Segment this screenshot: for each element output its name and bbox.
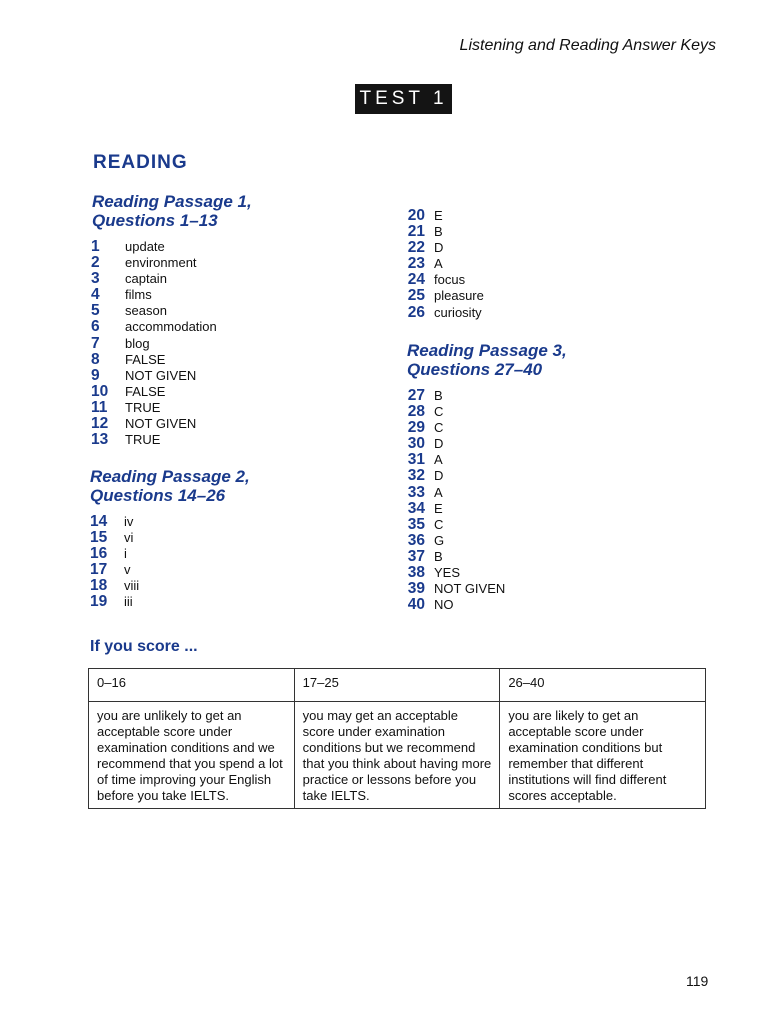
- answer-text: blog: [125, 335, 150, 351]
- score-table-header-row: [89, 669, 706, 702]
- answer-text: D: [434, 436, 444, 452]
- question-number: 10: [91, 382, 109, 400]
- answer-row: [391, 564, 505, 580]
- answer-row: [91, 318, 217, 334]
- question-number: 12: [91, 415, 109, 433]
- answer-row: [91, 254, 217, 270]
- score-range-cell: 17–25: [294, 669, 500, 702]
- answer-text: C: [434, 420, 444, 436]
- passage2-heading: [90, 467, 250, 505]
- answer-text: environment: [125, 255, 197, 271]
- question-number: 31: [407, 451, 425, 469]
- answer-text: TRUE: [125, 432, 161, 448]
- question-number: 1: [91, 238, 100, 255]
- answer-row: [91, 415, 217, 431]
- question-number: 21: [407, 223, 425, 241]
- answer-text: B: [434, 548, 443, 564]
- answer-row: [391, 419, 505, 435]
- answer-text: iii: [124, 594, 133, 610]
- question-number: 13: [91, 431, 109, 449]
- question-number: 3: [91, 270, 100, 288]
- answer-text: update: [125, 239, 165, 254]
- question-number: 36: [407, 531, 425, 549]
- question-number: 22: [407, 239, 425, 257]
- answer-row: [391, 580, 505, 596]
- answer-text: FALSE: [125, 351, 166, 367]
- answer-text: YES: [434, 565, 461, 581]
- page-number: 119: [686, 973, 709, 989]
- answer-row: [91, 302, 217, 318]
- passage3-heading-line1: Reading Passage 3,: [407, 341, 567, 360]
- question-number: 6: [91, 318, 100, 336]
- answer-row: [391, 484, 505, 500]
- passage2-answer-list-left: [90, 513, 139, 610]
- passage1-answer-list: [91, 238, 217, 447]
- answer-row: [391, 287, 484, 303]
- answer-text: v: [124, 562, 131, 578]
- answer-text: pleasure: [434, 288, 484, 304]
- question-number: 35: [407, 515, 425, 533]
- answer-row: [91, 238, 217, 254]
- passage3-answer-list: [391, 387, 505, 612]
- question-number: 5: [91, 302, 100, 320]
- answer-row: [90, 529, 139, 545]
- answer-row: [91, 399, 217, 415]
- answer-text: season: [125, 303, 167, 319]
- question-number: 11: [91, 398, 108, 416]
- answer-row: [391, 387, 505, 403]
- score-table: [88, 668, 706, 809]
- answer-text: B: [434, 388, 443, 403]
- answer-row: [91, 367, 217, 383]
- answer-text: NOT GIVEN: [125, 367, 197, 383]
- answer-text: A: [434, 452, 443, 468]
- passage1-heading-line1: Reading Passage 1,: [92, 192, 252, 211]
- answer-text: C: [434, 516, 444, 532]
- answer-text: accommodation: [125, 319, 217, 335]
- score-heading: If you score ...: [90, 638, 198, 655]
- score-description-cell: you are unlikely to get an acceptable score under examination conditions and we recommend that you spend a lot of time improving your English before you take IELTS.: [89, 702, 295, 809]
- answer-row: [391, 271, 484, 287]
- question-number: 4: [91, 286, 100, 304]
- answer-row: [391, 548, 505, 564]
- answer-row: [391, 451, 505, 467]
- question-number: 40: [407, 596, 425, 614]
- question-number: 19: [90, 593, 108, 611]
- question-number: 23: [407, 255, 425, 273]
- question-number: 9: [91, 366, 100, 384]
- test-badge: TEST 1: [355, 84, 452, 114]
- answer-text: NOT GIVEN: [434, 581, 506, 597]
- answer-text: iv: [124, 514, 134, 529]
- score-table-body-row: [89, 702, 706, 809]
- answer-text: C: [434, 404, 444, 420]
- answer-row: [91, 351, 217, 367]
- question-number: 16: [90, 545, 108, 563]
- answer-text: films: [125, 287, 152, 303]
- answer-row: [391, 596, 505, 612]
- answer-text: E: [434, 500, 443, 516]
- section-title: READING: [93, 152, 188, 173]
- answer-text: captain: [125, 271, 167, 287]
- answer-row: [391, 516, 505, 532]
- question-number: 29: [407, 419, 425, 437]
- answer-text: A: [434, 256, 443, 272]
- running-header: Listening and Reading Answer Keys: [459, 37, 716, 54]
- question-number: 34: [407, 499, 425, 517]
- passage3-heading: [407, 341, 567, 379]
- question-number: 20: [407, 207, 425, 224]
- answer-text: E: [434, 208, 443, 223]
- answer-row: [391, 207, 484, 223]
- answer-text: B: [434, 224, 443, 240]
- answer-row: [391, 223, 484, 239]
- question-number: 37: [407, 547, 425, 565]
- answer-row: [90, 513, 139, 529]
- answer-text: D: [434, 240, 444, 256]
- score-description-cell: you are likely to get an acceptable score under examination conditions but remember that different institutions will find different scores acceptable.: [500, 702, 706, 809]
- question-number: 28: [407, 403, 425, 421]
- answer-text: curiosity: [434, 304, 482, 320]
- question-number: 14: [90, 513, 108, 530]
- passage2-answer-list-right: [391, 207, 484, 320]
- answer-row: [90, 577, 139, 593]
- question-number: 38: [407, 564, 425, 582]
- question-number: 25: [407, 287, 425, 305]
- answer-text: FALSE: [125, 383, 166, 399]
- question-number: 2: [91, 254, 100, 272]
- answer-text: NO: [434, 597, 454, 613]
- passage1-heading: [92, 192, 252, 230]
- answer-row: [90, 593, 139, 609]
- answer-text: focus: [434, 272, 466, 288]
- answer-row: [91, 286, 217, 302]
- score-range-cell: 26–40: [500, 669, 706, 702]
- question-number: 39: [407, 580, 425, 598]
- answer-row: [391, 403, 505, 419]
- passage1-heading-line2: Questions 1–13: [92, 211, 218, 230]
- answer-row: [391, 532, 505, 548]
- answer-row: [391, 255, 484, 271]
- answer-row: [391, 467, 505, 483]
- answer-text: vi: [124, 530, 134, 546]
- answer-row: [91, 270, 217, 286]
- question-number: 27: [407, 387, 425, 404]
- question-number: 33: [407, 483, 425, 501]
- answer-text: i: [124, 546, 127, 562]
- score-range-cell: 0–16: [89, 669, 295, 702]
- question-number: 32: [407, 467, 425, 485]
- answer-row: [91, 383, 217, 399]
- answer-text: G: [434, 532, 445, 548]
- answer-text: A: [434, 484, 443, 500]
- question-number: 8: [91, 350, 100, 368]
- answer-row: [91, 335, 217, 351]
- question-number: 26: [407, 303, 425, 321]
- answer-text: D: [434, 468, 444, 484]
- passage3-heading-line2: Questions 27–40: [407, 360, 543, 379]
- answer-row: [391, 304, 484, 320]
- answer-text: TRUE: [125, 399, 161, 415]
- answer-text: NOT GIVEN: [125, 416, 197, 432]
- score-description-cell: you may get an acceptable score under examination conditions but we recommend that you think about having more practice or lessons before you take IELTS.: [294, 702, 500, 809]
- question-number: 15: [90, 529, 108, 547]
- answer-row: [90, 545, 139, 561]
- answer-row: [391, 239, 484, 255]
- question-number: 7: [91, 334, 100, 352]
- answer-row: [90, 561, 139, 577]
- answer-row: [391, 435, 505, 451]
- answer-row: [91, 431, 217, 447]
- question-number: 17: [90, 561, 108, 579]
- question-number: 30: [407, 435, 425, 453]
- answer-text: viii: [124, 578, 140, 594]
- question-number: 24: [407, 271, 425, 289]
- passage2-heading-line1: Reading Passage 2,: [90, 467, 250, 486]
- passage2-heading-line2: Questions 14–26: [90, 486, 226, 505]
- question-number: 18: [90, 577, 108, 595]
- answer-row: [391, 500, 505, 516]
